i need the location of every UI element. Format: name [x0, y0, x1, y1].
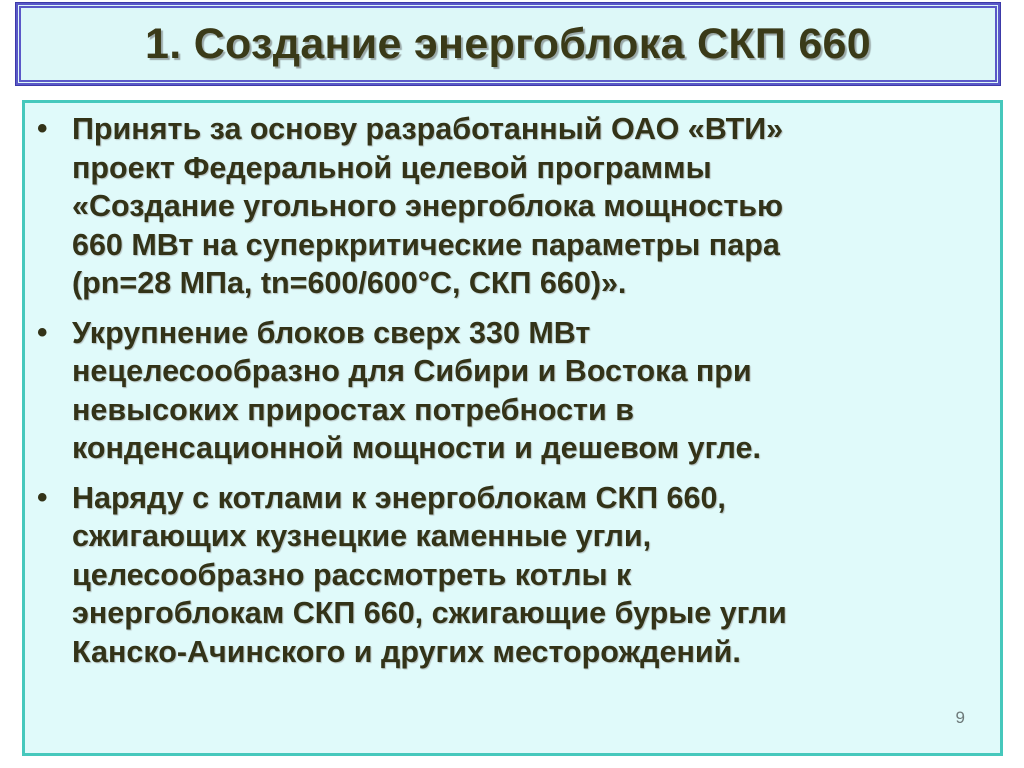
bullet-marker: •	[37, 315, 48, 349]
slide-title: 1. Создание энергоблока СКП 660	[144, 19, 871, 68]
page-number: 9	[955, 708, 965, 727]
title-box	[16, 3, 1000, 85]
bullet-item	[25, 314, 1000, 468]
bullet-text: Наряду с котлами к энергоблокам СКП 660, сжигающих кузнецкие каменные угли, целесообразно рассмотреть котлы к энергоблокам СКП 660, сжигающие бурые угли Канско-Ачинского и других месторождений.	[72, 480, 787, 669]
bullet-marker: •	[37, 480, 48, 514]
bullet-marker: •	[37, 112, 48, 145]
bullet-text: Укрупнение блоков сверх 330 МВт нецелесообразно для Сибири и Востока при невысоких приростах потребности в конденсационной мощности и дешевом угле.	[72, 315, 761, 465]
bullet-item	[25, 479, 1000, 672]
bullet-text: Принять за основу разработанный ОАО «ВТИ» проект Федеральной целевой программы «Создание угольного энергоблока мощностью 660 МВт на суперкритические параметры пара (pn=28 МПа, tn=600/600°С, СКП 660)».	[72, 112, 784, 300]
content-box	[22, 100, 1003, 756]
bullet-list	[25, 110, 1000, 682]
bullet-item	[25, 110, 1000, 303]
